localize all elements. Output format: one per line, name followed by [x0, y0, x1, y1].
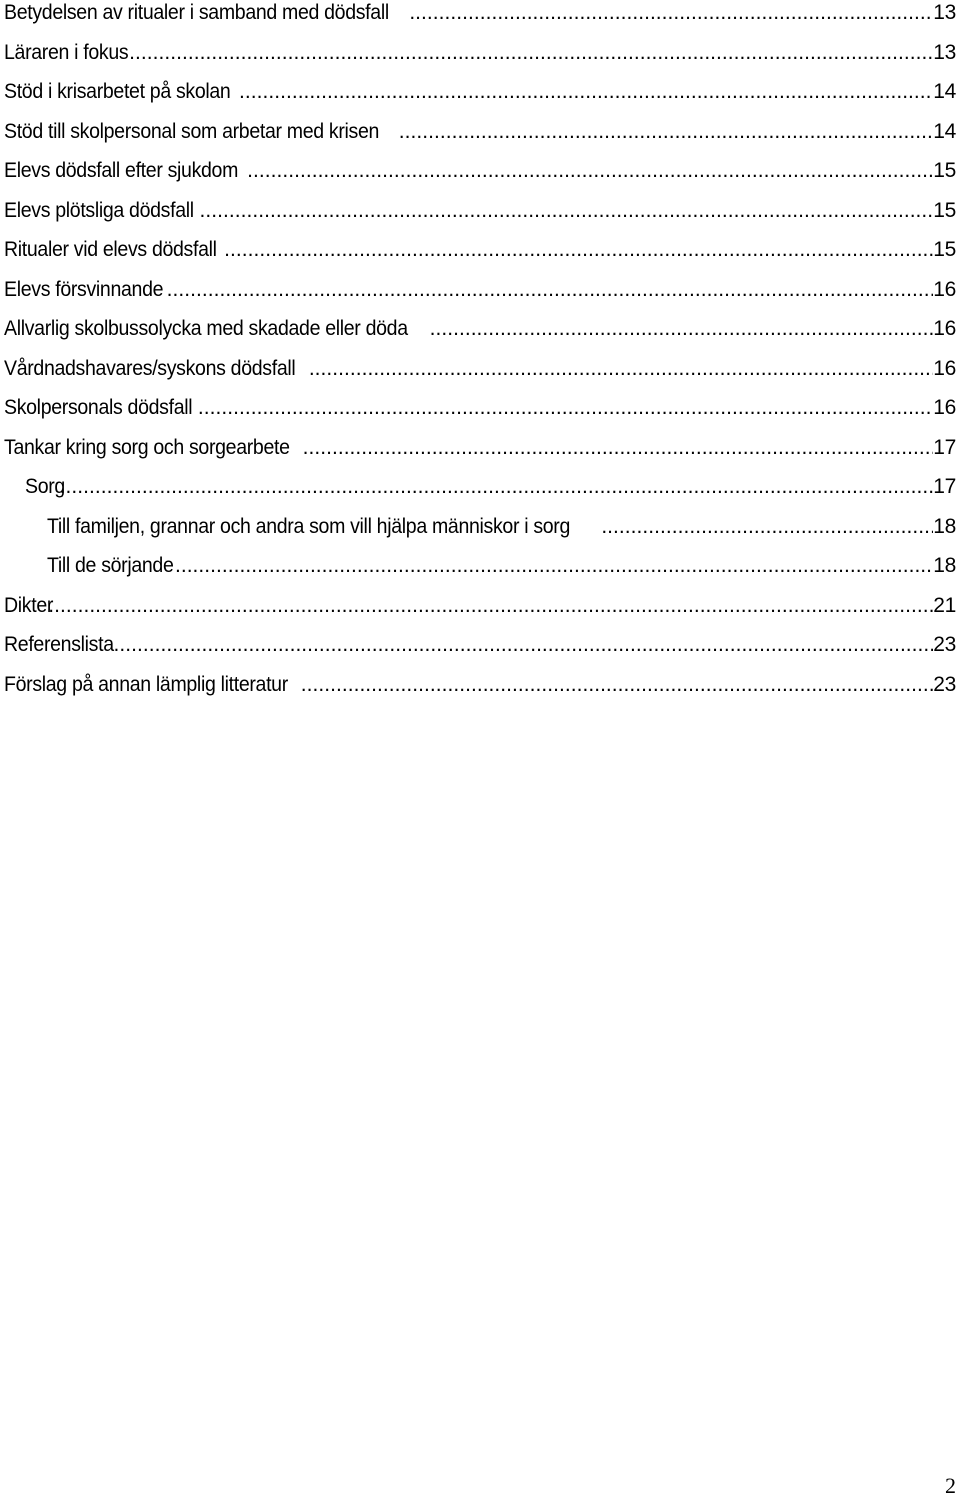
toc-entry[interactable]	[4, 593, 956, 633]
toc-dot-leader	[408, 0, 933, 25]
toc-entry[interactable]	[4, 40, 956, 80]
toc-entry-page: 18	[933, 554, 956, 577]
page-number: 2	[945, 1473, 956, 1498]
toc-entry[interactable]	[4, 79, 956, 119]
toc-entry-title: Skolpersonals dödsfall	[4, 396, 193, 419]
toc-entry-title: Sorg	[25, 475, 65, 498]
toc-entry-title: Tankar kring sorg och sorgearbete	[4, 435, 290, 459]
toc-dot-leader	[300, 672, 933, 697]
toc-entry-page: 15	[933, 198, 956, 222]
toc-dot-leader	[59, 474, 934, 499]
toc-entry-page: 13	[933, 40, 956, 64]
toc-entry-title: Referenslista	[4, 633, 114, 656]
toc-entry-page: 16	[933, 356, 956, 380]
toc-entry[interactable]	[4, 395, 956, 435]
toc-entry-title: Elevs plötsliga dödsfall	[4, 198, 194, 222]
toc-entry-page: 18	[933, 514, 956, 538]
table-of-contents	[4, 0, 956, 711]
toc-entry-title: Betydelsen av ritualer i samband med dödsfall	[4, 1, 389, 24]
toc-entry-title: Förslag på annan lämplig litteratur	[4, 672, 288, 696]
toc-entry-page: 16	[933, 317, 956, 340]
toc-entry-title: Till familjen, grannar och andra som vill hjälpa människor i sorg	[47, 514, 571, 538]
toc-entry[interactable]	[4, 316, 956, 356]
toc-entry-title: Vårdnadshavares/syskons dödsfall	[4, 356, 296, 380]
toc-dot-leader	[302, 435, 934, 460]
toc-entry[interactable]	[4, 672, 956, 712]
toc-entry[interactable]	[4, 277, 956, 317]
toc-entry[interactable]	[4, 119, 956, 159]
toc-entry-page: 16	[933, 396, 956, 419]
toc-dot-leader	[199, 198, 934, 223]
toc-entry-page: 23	[933, 672, 956, 696]
toc-entry-page: 14	[933, 80, 956, 103]
toc-entry[interactable]	[4, 553, 956, 593]
toc-entry-page: 17	[933, 435, 956, 459]
toc-dot-leader	[429, 316, 934, 341]
toc-dot-leader	[308, 356, 933, 381]
toc-entry[interactable]	[4, 158, 956, 198]
toc-dot-leader	[246, 158, 933, 183]
toc-dot-leader	[197, 395, 933, 420]
toc-dot-leader	[166, 277, 934, 302]
toc-entry-page: 23	[933, 633, 956, 656]
toc-dot-leader	[600, 514, 933, 539]
toc-dot-leader	[113, 632, 934, 657]
toc-entry[interactable]	[4, 514, 956, 554]
toc-entry-page: 15	[933, 238, 956, 261]
toc-entry-page: 21	[933, 593, 956, 617]
toc-entry-title: Allvarlig skolbussolycka med skadade eller döda	[4, 317, 408, 340]
toc-entry-title: Elevs dödsfall efter sjukdom	[4, 159, 239, 182]
toc-entry-page: 13	[933, 1, 956, 24]
toc-entry-title: Dikter	[4, 593, 54, 617]
toc-dot-leader	[398, 119, 933, 144]
toc-entry-title: Stöd i krisarbetet på skolan	[4, 80, 231, 103]
toc-entry-page: 16	[933, 277, 956, 301]
toc-entry[interactable]	[4, 632, 956, 672]
toc-dot-leader	[128, 40, 933, 65]
toc-entry-page: 15	[933, 159, 956, 182]
toc-entry[interactable]	[4, 474, 956, 514]
toc-entry-title: Stöd till skolpersonal som arbetar med krisen	[4, 119, 380, 143]
toc-entry[interactable]	[4, 0, 956, 40]
toc-entry[interactable]	[4, 356, 956, 396]
toc-entry-title: Läraren i fokus	[4, 40, 129, 64]
toc-entry[interactable]	[4, 198, 956, 238]
toc-dot-leader	[238, 79, 933, 104]
toc-dot-leader	[47, 593, 933, 618]
toc-entry-title: Till de sörjande	[47, 554, 174, 577]
toc-entry-title: Ritualer vid elevs dödsfall	[4, 238, 217, 261]
toc-entry-page: 17	[933, 475, 956, 498]
toc-dot-leader	[174, 553, 933, 578]
toc-entry-title: Elevs försvinnande	[4, 277, 164, 301]
toc-entry[interactable]	[4, 237, 956, 277]
toc-entry-page: 14	[933, 119, 956, 143]
toc-entry[interactable]	[4, 435, 956, 475]
toc-dot-leader	[223, 237, 933, 262]
